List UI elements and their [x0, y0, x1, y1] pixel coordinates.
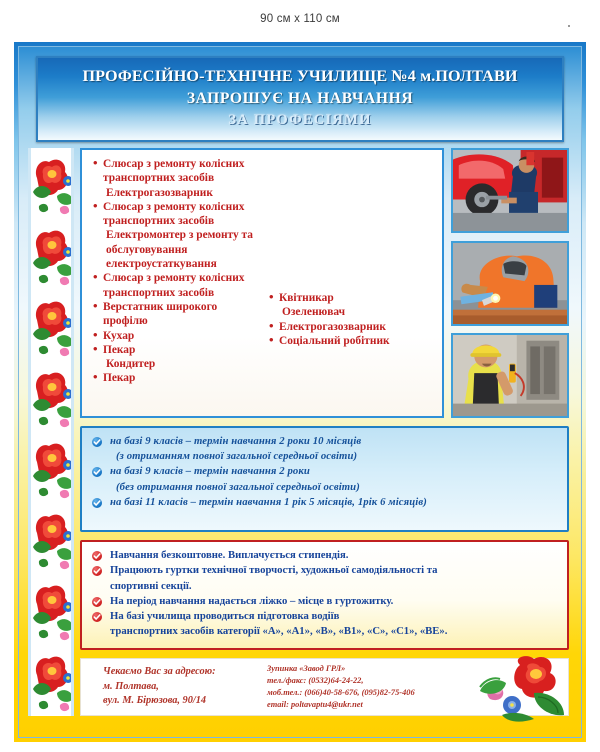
benefit-text: На період навчання надається ліжко – місце в гуртожитку. — [110, 594, 394, 607]
school-address — [81, 665, 263, 709]
photo-column — [451, 148, 569, 418]
flower-bouquet-icon — [472, 653, 568, 723]
school-name: ПРОФЕСІЙНО-ТЕХНІЧНЕ УЧИЛИЩЕ №4 м.ПОЛТАВИ — [82, 67, 518, 85]
email-address: email: poltavaptu4@ukr.net — [267, 700, 363, 710]
welding-photo — [451, 241, 569, 326]
profession-item: • Слюсар з ремонту колісних транспортних засобів — [92, 157, 264, 186]
title-banner — [36, 56, 564, 142]
check-circle-icon — [92, 551, 102, 561]
professions-panel — [80, 148, 444, 418]
electrician-photo — [451, 333, 569, 418]
term-text: (з отриманням повної загальної середньої освіти) — [116, 450, 358, 463]
invitation-line: ЗАПРОШУЄ НА НАВЧАННЯ — [186, 90, 414, 107]
welding-illustration-icon — [453, 243, 567, 324]
flower-decoration — [472, 653, 568, 723]
term-text: на базі 9 класів – термін навчання 2 роки 10 місяців — [110, 435, 362, 447]
mobile-phones: моб.тел.: (066)40-58-676, (095)82-75-406 — [267, 688, 415, 697]
check-circle-icon — [92, 498, 102, 508]
electrician-illustration-icon — [453, 335, 567, 416]
professions-left-column — [92, 157, 264, 386]
term-item-continuation — [90, 480, 561, 495]
professions-subtitle: ЗА ПРОФЕСІЯМИ — [228, 112, 372, 128]
profession-item: Електрогазозварник — [106, 186, 213, 199]
check-circle-icon — [92, 597, 102, 607]
benefit-text: транспортних засобів категорії «А», «А1», «В», «В1», «С», «С1», «ВЕ». — [110, 625, 448, 638]
benefit-item — [90, 563, 561, 578]
term-item — [90, 464, 561, 479]
benefit-text: Працюють гуртки технічної творчості, художньої самодіяльності та — [110, 564, 438, 577]
phone-fax: тел./факс: (0532)64-24-22, — [267, 675, 364, 685]
study-terms-box — [80, 426, 569, 532]
car-repair-photo — [451, 148, 569, 233]
check-circle-icon — [92, 467, 102, 477]
poster-size-caption: 90 см x 110 см — [260, 13, 340, 25]
check-circle-icon — [92, 612, 102, 622]
term-item — [90, 495, 561, 510]
floral-embroidery-border — [28, 148, 74, 716]
term-text: (без отримання повної загальної середньої освіти) — [116, 480, 360, 493]
benefit-item — [90, 594, 561, 609]
benefit-text: На базі училища проводиться підготовка водіїв — [110, 610, 340, 623]
profession-item: • Пекар — [92, 371, 264, 385]
profession-item: • Соціальний робітник — [268, 334, 436, 348]
benefit-item-continuation — [90, 624, 561, 639]
benefit-text: Навчання безкоштовне. Виплачується стипендія. — [110, 549, 349, 561]
term-item — [90, 434, 561, 449]
profession-item: • Слюсар з ремонту колісних транспортних засобів — [92, 271, 264, 300]
benefit-item-continuation — [90, 579, 561, 594]
profession-item: • Квітникар — [268, 291, 436, 305]
benefits-box — [80, 540, 569, 650]
profession-item: Електромонтер з ремонту та обслуговування електроустаткування — [106, 229, 253, 271]
corner-dot-marker — [568, 25, 570, 27]
profession-item: Кондитер — [106, 358, 156, 371]
check-circle-icon — [92, 437, 102, 447]
embroidery-pattern-icon — [31, 148, 74, 716]
transit-stop: Зупинка «Завод ГРЛ» — [267, 663, 346, 673]
car-repair-illustration-icon — [453, 150, 567, 231]
term-text: на базі 11 класів – термін навчання 1 рік 5 місяців, 1рік 6 місяців) — [110, 495, 427, 508]
profession-item: Озеленювач — [282, 306, 346, 319]
address-line: Чекаємо Вас за адресою: — [103, 666, 216, 678]
benefit-item — [90, 609, 561, 624]
address-line: м. Полтава, — [103, 680, 159, 692]
professions-right-column — [264, 157, 436, 386]
profession-item: • Верстатник широкого профілю — [92, 300, 264, 329]
professions-columns — [92, 157, 436, 386]
profession-item: • Слюсар з ремонту колісних транспортних засобів — [92, 200, 264, 229]
footer-contact-bar — [80, 658, 569, 716]
term-text: на базі 9 класів – термін навчання 2 роки — [110, 465, 310, 478]
benefit-item — [90, 548, 561, 563]
profession-item: • Електрогазозварник — [268, 320, 436, 334]
poster — [14, 42, 586, 742]
profession-item: • Кухар — [92, 329, 264, 343]
address-line: вул. М. Бірюзова, 90/14 — [103, 695, 207, 707]
benefit-text: спортивні секції. — [110, 579, 192, 592]
term-item-continuation — [90, 449, 561, 464]
check-circle-icon — [92, 566, 102, 576]
profession-item: • Пекар — [92, 343, 264, 357]
